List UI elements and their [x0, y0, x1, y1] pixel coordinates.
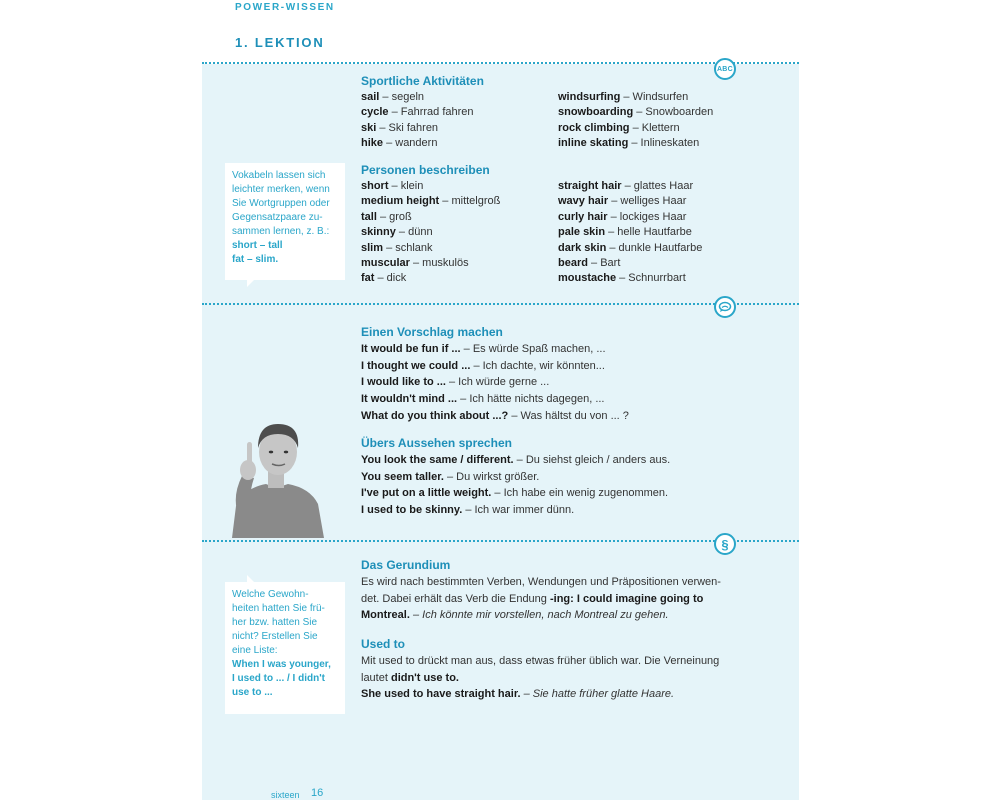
- divider-top: [202, 62, 799, 64]
- vocab-en: ski: [361, 121, 377, 134]
- phrase-de: – Es würde Spaß machen, ...: [460, 343, 606, 355]
- vocab-row: [361, 271, 500, 286]
- vocab-de: – Snowboarden: [633, 106, 714, 119]
- phrase-de: – Du siehst gleich / anders aus.: [513, 454, 671, 466]
- sport-vocab-right: [558, 90, 713, 152]
- text-line: Mit used to drückt man aus, dass etwas früher üblich war. Die Verneinung: [361, 655, 720, 667]
- vocab-en: wavy hair: [558, 195, 609, 208]
- phrase-en: I've put on a little weight.: [361, 487, 492, 500]
- vorschlag-phrases: [361, 341, 629, 425]
- tip-example: short – tall: [232, 240, 283, 251]
- phrase-row: [361, 502, 670, 519]
- vocab-de: – dunkle Hautfarbe: [606, 241, 703, 254]
- divider-bottom: [202, 540, 799, 542]
- phrase-de: – Ich dachte, wir könnten...: [470, 359, 605, 372]
- vocab-de: – mittelgroß: [439, 195, 501, 208]
- aussehen-phrases: [361, 452, 670, 519]
- tip-box-vocabulary: [225, 163, 345, 280]
- vocab-row: [361, 256, 500, 271]
- phrase-row: [361, 341, 629, 358]
- section-title-vorschlag: Einen Vorschlag machen: [361, 325, 503, 339]
- vocab-en: hike: [361, 137, 384, 150]
- tip-line: sammen lernen, z. B.:: [232, 226, 330, 237]
- tip-line: leichter merken, wenn: [232, 184, 330, 195]
- vocab-row: [558, 179, 702, 194]
- vocab-en: pale skin: [558, 226, 606, 239]
- text-span: det. Dabei erhält das Verb die Endung: [361, 592, 550, 605]
- vocab-de: – Windsurfen: [620, 91, 689, 103]
- vocab-de: – Klettern: [629, 121, 680, 134]
- phrase-de: – Ich habe ein wenig zugenommen.: [491, 487, 669, 500]
- vocab-row: [361, 210, 500, 225]
- vocab-row: [558, 256, 702, 271]
- vocab-row: [361, 121, 474, 136]
- vocab-en: short: [361, 180, 389, 192]
- section-title-aussehen: Übers Aussehen sprechen: [361, 436, 512, 450]
- vocab-en: fat: [361, 272, 375, 285]
- vocab-de: – helle Hautfarbe: [605, 226, 692, 239]
- vocab-en: dark skin: [558, 241, 607, 254]
- speech-bubble-icon-svg: [718, 301, 732, 313]
- used-to-text: [361, 653, 751, 703]
- vocab-row: [558, 121, 713, 136]
- section-title-used-to: Used to: [361, 637, 406, 651]
- lesson-title: 1. LEKTION: [235, 35, 325, 50]
- text-bold: -ing: I could imagine going to: [549, 592, 704, 605]
- vocab-de: – Bart: [587, 257, 621, 270]
- tip-line: her bzw. hatten Sie: [232, 617, 318, 628]
- tip-tail: [247, 280, 254, 287]
- vocab-en: inline skating: [558, 137, 629, 150]
- text-line: Es wird nach bestimmten Verben, Wendungen und Präpositionen verwen-: [361, 576, 721, 588]
- phrase-row: [361, 391, 629, 408]
- tip-line: Welche Gewohn-: [232, 589, 309, 600]
- vocab-en: moustache: [558, 272, 617, 285]
- phrase-de: – Ich war immer dünn.: [462, 504, 575, 517]
- vocab-row: [361, 105, 474, 120]
- phrase-de: – Was hältst du von ... ?: [508, 409, 629, 422]
- vocab-de: – muskulös: [409, 257, 469, 270]
- vocab-de: – wandern: [383, 137, 438, 150]
- tip-example: I used to ... / I didn't: [232, 673, 325, 684]
- phrase-row: [361, 358, 629, 375]
- vocab-en: cycle: [361, 106, 389, 119]
- vocab-en: beard: [558, 257, 588, 270]
- text-italic: – Ich könnte mir vorstellen, nach Montreal zu gehen.: [409, 609, 669, 621]
- vocab-en: snowboarding: [558, 106, 634, 119]
- tip-line: Vokabeln lassen sich: [232, 170, 326, 181]
- tip-tail: [247, 575, 254, 582]
- tip-line: eine Liste:: [232, 645, 278, 656]
- personen-vocab-right: [558, 179, 702, 287]
- vocab-row: [361, 179, 500, 194]
- page-kicker: POWER-WISSEN: [235, 2, 335, 13]
- text-span: lautet: [361, 671, 391, 684]
- person-pointing-photo: [214, 396, 338, 538]
- phrase-row: [361, 452, 670, 469]
- tip-line: heiten hatten Sie frü-: [232, 603, 325, 614]
- phrase-en: I used to be skinny.: [361, 504, 463, 517]
- phrase-en: You look the same / different.: [361, 454, 514, 466]
- tip-example: use to ...: [232, 687, 273, 698]
- tip-box-habits: [225, 582, 345, 714]
- vocab-en: medium height: [361, 195, 440, 208]
- vocab-de: – Schnurrbart: [616, 272, 686, 285]
- vocab-en: muscular: [361, 257, 410, 270]
- vocab-de: – klein: [388, 180, 424, 192]
- personen-vocab-left: [361, 179, 500, 287]
- vocab-row: [558, 194, 702, 209]
- phrase-row: [361, 408, 629, 425]
- vocab-de: – Inlineskaten: [628, 137, 700, 150]
- vocab-de: – welliges Haar: [608, 195, 687, 208]
- vocab-row: [361, 241, 500, 256]
- vocab-row: [558, 241, 702, 256]
- page-number: 16: [311, 787, 324, 799]
- vocab-de: – Fahrrad fahren: [388, 106, 474, 119]
- phrase-en: What do you think about ...?: [361, 409, 509, 422]
- phrase-de: – Ich würde gerne ...: [445, 376, 550, 389]
- phrase-en: You seem taller.: [361, 470, 444, 483]
- vocab-row: [361, 225, 500, 240]
- vocab-en: windsurfing: [558, 91, 621, 103]
- vocab-en: slim: [361, 241, 384, 254]
- vocab-de: – segeln: [379, 91, 425, 103]
- vocab-row: [361, 90, 474, 105]
- vocab-en: skinny: [361, 226, 396, 239]
- phrase-en: I thought we could ...: [361, 359, 471, 372]
- phrase-row: [361, 374, 629, 391]
- vocab-row: [558, 210, 702, 225]
- vocab-row: [558, 225, 702, 240]
- gerundium-text: [361, 574, 751, 624]
- text-bold: didn't use to.: [390, 671, 459, 684]
- text-bold: Montreal.: [361, 609, 410, 621]
- phrase-row: [361, 485, 670, 502]
- phrase-en: It would be fun if ...: [361, 343, 461, 355]
- vocab-de: – Ski fahren: [376, 121, 439, 134]
- paragraph-icon: §: [714, 533, 736, 555]
- tip-line: Gegensatzpaare zu-: [232, 212, 323, 223]
- speech-bubble-icon: [714, 296, 736, 318]
- abc-icon: ABC: [714, 58, 736, 80]
- tip-example: fat – slim.: [232, 254, 279, 265]
- tip-example: When I was younger,: [232, 659, 331, 670]
- text-line: [361, 591, 751, 608]
- vocab-row: [558, 136, 713, 151]
- page-number-word: sixteen: [271, 790, 300, 800]
- divider-middle: [202, 303, 799, 305]
- vocab-en: rock climbing: [558, 121, 630, 134]
- phrase-de: – Ich hätte nichts dagegen, ...: [457, 393, 605, 406]
- vocab-de: – groß: [376, 210, 412, 223]
- vocab-de: – schlank: [383, 241, 433, 254]
- sport-vocab-left: [361, 90, 474, 152]
- vocab-en: tall: [361, 210, 377, 223]
- tip-line: Sie Wortgruppen oder: [232, 198, 330, 209]
- text-italic: – Sie hatte früher glatte Haare.: [520, 688, 675, 700]
- text-line: [361, 607, 751, 624]
- vocab-row: [558, 105, 713, 120]
- text-line: [361, 670, 751, 687]
- text-line: [361, 686, 751, 703]
- tip-line: nicht? Erstellen Sie: [232, 631, 318, 642]
- vocab-de: – lockiges Haar: [607, 210, 687, 223]
- phrase-en: It wouldn't mind ...: [361, 393, 458, 406]
- vocab-row: [361, 194, 500, 209]
- section-title-personen: Personen beschreiben: [361, 163, 490, 177]
- section-title-sport: Sportliche Aktivitäten: [361, 74, 484, 88]
- vocab-de: – dick: [374, 272, 407, 285]
- vocab-row: [558, 90, 713, 105]
- phrase-de: – Du wirkst größer.: [443, 470, 540, 483]
- vocab-de: – dünn: [395, 226, 433, 239]
- vocab-en: sail: [361, 91, 380, 103]
- section-title-gerundium: Das Gerundium: [361, 558, 451, 572]
- vocab-row: [558, 271, 702, 286]
- phrase-en: I would like to ...: [361, 376, 446, 389]
- text-bold: She used to have straight hair.: [361, 688, 521, 700]
- vocab-en: curly hair: [558, 210, 608, 223]
- phrase-row: [361, 469, 670, 486]
- vocab-de: – glattes Haar: [621, 180, 694, 192]
- vocab-en: straight hair: [558, 180, 622, 192]
- vocab-row: [361, 136, 474, 151]
